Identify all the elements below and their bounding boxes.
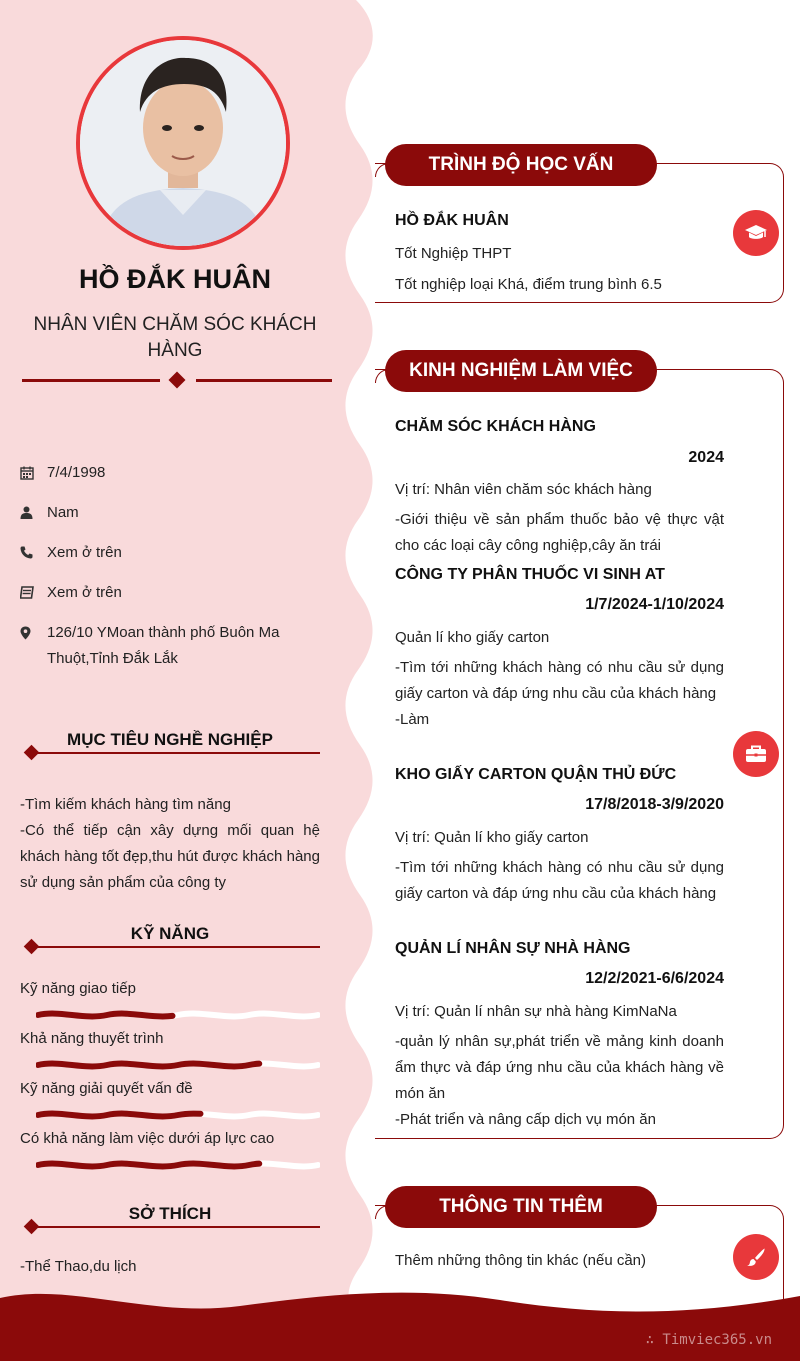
job-company: QUẢN LÍ NHÂN SỰ NHÀ HÀNG: [395, 940, 631, 957]
job-description: -Tìm tới những khách hàng có nhu cầu sử dụng giấy carton và đáp ứng nhu cầu của khách hàng: [395, 859, 724, 902]
job-company: CÔNG TY PHÂN THUỐC VI SINH AT: [395, 566, 665, 583]
job-position: Vị trí: Quản lí nhân sự nhà hàng KimNaNa: [395, 1003, 677, 1020]
hobbies-text: -Thể Thao,du lịch: [20, 1258, 137, 1275]
experience-tab: KINH NGHIỆM LÀM VIỆC: [385, 350, 657, 392]
objective-text: -Tìm kiếm khách hàng tìm năng -Có thể tiếp cận xây dựng mối quan hệ khách hàng tốt đẹp,thu hút được khách hàng sử dụng sản phẩm của công ty: [20, 796, 320, 891]
avatar-portrait: [80, 40, 286, 246]
skill-name: Khả năng thuyết trình: [20, 1030, 164, 1047]
job-position: Vị trí: Nhân viên chăm sóc khách hàng: [395, 481, 652, 498]
skill-name: Kỹ năng giao tiếp: [20, 980, 136, 997]
hobbies-title: SỞ THÍCH: [128, 1204, 212, 1223]
info-email: [20, 580, 320, 606]
job-date: 1/7/2024-1/10/2024: [585, 596, 724, 613]
birthday-value: 7/4/1998: [47, 464, 106, 481]
watermark: ∴ Timviec365.vn: [645, 1332, 772, 1348]
skill-name: Kỹ năng giải quyết vấn đề: [20, 1080, 193, 1097]
location-pin-icon: [20, 620, 47, 672]
name-divider: [22, 372, 332, 390]
phone-icon: [20, 540, 47, 566]
graduation-cap-icon: [733, 210, 779, 256]
job-date: 12/2/2021-6/6/2024: [585, 970, 724, 987]
education-tab: TRÌNH ĐỘ HỌC VẤN: [385, 144, 657, 186]
additional-tab: THÔNG TIN THÊM: [385, 1186, 657, 1228]
job-position: Vị trí: Quản lí kho giấy carton: [395, 829, 589, 846]
job-description: -Tìm tới những khách hàng có nhu cầu sử dụng giấy carton và đáp ứng nhu cầu của khách hàng -Làm: [395, 659, 724, 728]
job-date: 17/8/2018-3/9/2020: [585, 796, 724, 813]
skills-heading: [20, 926, 320, 952]
user-icon: [20, 500, 47, 526]
education-school: HỒ ĐẮK HUÂN: [395, 212, 509, 229]
briefcase-icon: [733, 731, 779, 777]
candidate-name: HỒ ĐẮK HUÂN: [79, 264, 271, 294]
email-icon: [20, 580, 47, 606]
skill-bar: [36, 1060, 320, 1070]
email-value: Xem ở trên: [47, 584, 122, 601]
education-detail: Tốt nghiệp loại Khá, điểm trung bình 6.5: [395, 276, 662, 293]
avatar: [76, 36, 290, 250]
skill-bar: [36, 1110, 320, 1120]
job-position: Quản lí kho giấy carton: [395, 629, 550, 646]
skill-bar: [36, 1160, 320, 1170]
gender-value: Nam: [47, 504, 79, 521]
additional-text: Thêm những thông tin khác (nếu cần): [395, 1252, 647, 1269]
job-description: -quản lý nhân sự,phát triển về mảng kinh doanh ẩm thực và đáp ứng nhu cầu của khách hàng về món ăn -Phát triển và nâng cấp dịch vụ món ăn: [395, 1033, 724, 1128]
info-address: [20, 620, 320, 672]
info-gender: [20, 500, 320, 526]
hobbies-heading: [20, 1206, 320, 1232]
education-degree: Tốt Nghiệp THPT: [395, 245, 512, 262]
job-date: 2024: [688, 449, 724, 466]
job-description: -Giới thiệu về sản phẩm thuốc bảo vệ thực vật cho các loại cây công nghiệp,cây ăn trái: [395, 511, 724, 554]
phone-value: Xem ở trên: [47, 544, 122, 561]
paintbrush-icon: [733, 1234, 779, 1280]
objective-heading: [20, 732, 320, 758]
job-company: KHO GIẤY CARTON QUẬN THỦ ĐỨC: [395, 766, 677, 783]
job-company: CHĂM SÓC KHÁCH HÀNG: [395, 418, 596, 435]
skills-title: KỸ NĂNG: [130, 924, 210, 943]
info-birthday: [20, 460, 320, 486]
address-value: 126/10 YMoan thành phố Buôn Ma Thuột,Tỉnh Đắk Lắk: [47, 624, 280, 667]
objective-title: MỤC TIÊU NGHỀ NGHIỆP: [67, 730, 273, 749]
calendar-icon: [20, 460, 47, 486]
skill-name: Có khả năng làm việc dưới áp lực cao: [20, 1130, 275, 1147]
info-phone: [20, 540, 320, 566]
candidate-job-title: NHÂN VIÊN CHĂM SÓC KHÁCH HÀNG: [33, 314, 317, 361]
skill-bar: [36, 1010, 320, 1020]
